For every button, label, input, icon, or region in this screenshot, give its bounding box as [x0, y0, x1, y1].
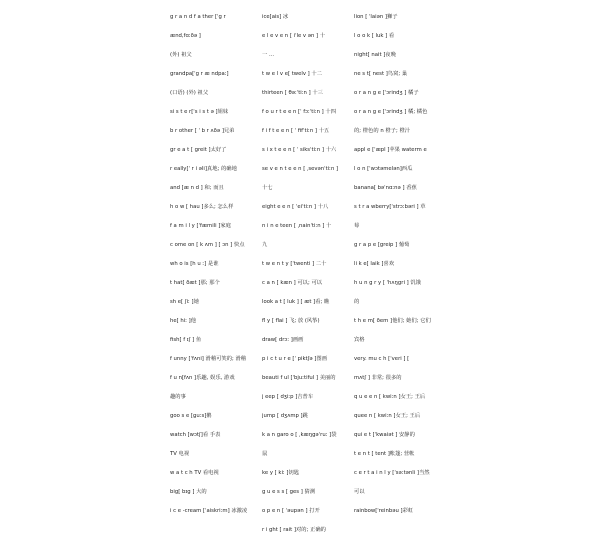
vocab-entry: n i n e teen [ ˌnainˈtiːn ] 十	[262, 223, 332, 229]
vocab-entry: grandpa[ˈg r æ ndpaː]	[170, 71, 229, 77]
vocab-entry: f a m i l y [ˈfæmili ]家庭	[170, 223, 231, 229]
vocab-entry: wh o is [h u ː] 是谁	[170, 261, 219, 267]
vocab-entry: banana[ bəˈnɑːnə ] 香蕉	[354, 185, 417, 191]
vocab-entry: t hat[ ðæt ]那; 那个	[170, 280, 220, 286]
vocab-entry: night[ nait ]夜晚	[354, 52, 396, 58]
vocab-entry: f o u r t e e n [ˈ fɔːˈtiːn ] 十四	[262, 109, 337, 115]
vocab-entry: sh e[ ʃiː ]她	[170, 299, 199, 305]
vocab-entry: q u e e n [ kwiːn ]女王; 王后	[354, 394, 426, 400]
vocab-entry: e l e v e n [ iˈle v ən ] 十	[262, 33, 326, 39]
vocab-entry: TV 电视	[170, 451, 190, 457]
vocab-entry: r eally[ˈ r i əli]真地; 的确地	[170, 166, 237, 172]
vocab-entry: ænd,fɑːðə ]	[170, 33, 201, 39]
vocab-entry: h o w [ hau ]多么; 怎么样	[170, 204, 234, 210]
vocab-entry: g r a n d f a ther [ˈg r	[170, 14, 226, 20]
vocab-entry: fish[ f ɪʃ ] 鱼	[170, 337, 202, 343]
vocab-entry: jump [ dʒʌmp ]跳	[262, 413, 308, 419]
vocab-entry: s t r a wberry[ˈstrɔːbəri ] 草	[354, 204, 426, 210]
vocab-entry: t e n t [ tent ]帐篷; 营帐	[354, 451, 415, 457]
vocab-column-3	[354, 8, 449, 521]
vocab-entry: (外) 祖父	[170, 52, 192, 58]
vocab-entry: (口语) (外) 祖父	[170, 90, 209, 96]
vocab-entry: very. mu c h [ˈveri ] [	[354, 356, 410, 362]
vocab-entry: f i f t e e n [ ˈ fifˈtiːn ] 十五	[262, 128, 330, 134]
vocab-entry: k a n garo o [ ˌkæŋgəˈruː ]袋	[262, 432, 337, 438]
vocab-entry: b r other [ ˈ b r ʌðə ]兄弟	[170, 128, 235, 134]
vocab-entry: g r a p e [greip ] 葡萄	[354, 242, 410, 248]
vocab-entry: 一 ...	[262, 52, 275, 58]
vocab-entry: fl y [ flai ] 飞; 放 (风筝)	[262, 318, 320, 324]
vocab-entry: t w e l v e[ twelv ] 十二	[262, 71, 323, 77]
vocab-column-1	[170, 8, 262, 521]
vocab-entry: 的; 橙色的 n 橙子; 橙汁	[354, 128, 411, 134]
vocab-entry: se v e n t e e n [ ˌsevənˈtiːn ]	[262, 166, 339, 172]
vocab-entry: qui e t [ˈkwaiət ] 安静的	[354, 432, 415, 438]
vocab-entry: f unny [ˈfʌni] 滑稽可笑的; 滑稽	[170, 356, 247, 362]
vocab-entry: r i ght [ rait ]对的; 正确的	[262, 527, 326, 533]
vocab-entry: si s t e r[ˈs i s t ə ]姐妹	[170, 109, 229, 115]
vocab-entry: l o o k [ luk ] 看	[354, 33, 395, 39]
vocab-entry: goo s e [ɡuːs]鹅	[170, 413, 212, 419]
vocab-entry: rainbow[ˈreinbəu ]彩虹	[354, 508, 414, 514]
vocab-entry: 的	[354, 299, 360, 305]
vocab-entry: ice[ais] 冰	[262, 14, 289, 20]
vocab-entry: mʌtʃ ] 非常; 很多的	[354, 375, 402, 381]
vocab-entry: h u n g r y [ ˈhʌŋgri ] 饥饿	[354, 280, 421, 286]
vocab-entry: watch [wɔtʃ]看 手表	[170, 432, 221, 438]
vocab-entry: w a t c h TV 看电视	[170, 470, 219, 476]
vocab-entry: 宾格	[354, 337, 365, 343]
vocab-entry: s i x t e e n [ ˈ siksˈtiːn ] 十六	[262, 147, 337, 153]
vocab-entry: c e r t a i n l y [ˈsəːtənli ]当然	[354, 470, 430, 476]
vocab-entry: i c e -cream [ˈaiskriːm] 冰激凌	[170, 508, 248, 514]
vocab-entry: draw[ drɔː ]画画	[262, 337, 304, 343]
vocab-entry: p i c t u r e [ˈ piktʃə ]图画	[262, 356, 327, 362]
vocab-entry: quee n [ kwiːn ]女王; 王后	[354, 413, 421, 419]
vocab-entry: f u n[fʌn ]乐趣, 娱乐, 游戏	[170, 375, 235, 381]
vocab-entry: t w e n t y [ˈtwenti ] 二十	[262, 261, 327, 267]
vocab-column-2	[262, 8, 354, 540]
vocab-entry: g u e s s [ ges ] 猜测	[262, 489, 316, 495]
vocab-entry: o r a n g e [ˈɔrindʒ ] 橘子	[354, 90, 419, 96]
vocab-entry: 可以	[354, 489, 365, 495]
vocab-entry: big[ bɪg ] 大的	[170, 489, 207, 495]
vocab-entry: j eep [ dʒiːp ]吉普车	[262, 394, 314, 400]
vocab-entry: o r a n g e [ˈɔrindʒ ] 橘; 橘色	[354, 109, 428, 115]
vocab-entry: li k e[ laik ]喜欢	[354, 261, 394, 267]
vocab-entry: thirteen [ θəːˈtiːn ] 十三	[262, 90, 323, 96]
vocab-entry: 十七	[262, 185, 273, 191]
vocab-entry: c a n [ kæn ] 可以; 可以	[262, 280, 323, 286]
vocab-entry: lion [ ˈlaiən ]狮子	[354, 14, 398, 20]
vocab-entry: and [æ n d ] 和; 而且	[170, 185, 224, 191]
vocab-entry: he[ hiː ]他	[170, 318, 197, 324]
vocab-entry: gr e a t [ greit ]太好了	[170, 147, 227, 153]
vocab-entry: eight e e n [ ˈeiˈtiːn ] 十八	[262, 204, 329, 210]
vocab-entry: 莓	[354, 223, 360, 229]
vocab-entry: look a t [ luk ] [ æt ]看; 瞧	[262, 299, 330, 305]
vocab-entry: 趣的事	[170, 394, 186, 400]
vocab-entry: o p e n [ ˈəupən ] 打开	[262, 508, 320, 514]
vocab-entry: 九	[262, 242, 268, 248]
vocab-entry: 鼠	[262, 451, 268, 457]
vocab-entry: ne s t[ nest ]鸟窝; 巢	[354, 71, 408, 77]
vocab-entry: t h e m[ ðem ]他们; 她们; 它们	[354, 318, 431, 324]
vocab-entry: appl e [ˈæpl ]苹果 waterm e	[354, 147, 427, 153]
vocab-entry: c ome on [ k ʌm ] [ ɔn ] 快点	[170, 242, 245, 248]
vocab-entry: ke y [ kiː ]钥匙	[262, 470, 300, 476]
vocab-entry: l o n [ˈwɔtəmelən]西瓜	[354, 166, 413, 172]
vocab-entry: beauti f ul [ˈbjuːtiful ] 美丽的	[262, 375, 336, 381]
